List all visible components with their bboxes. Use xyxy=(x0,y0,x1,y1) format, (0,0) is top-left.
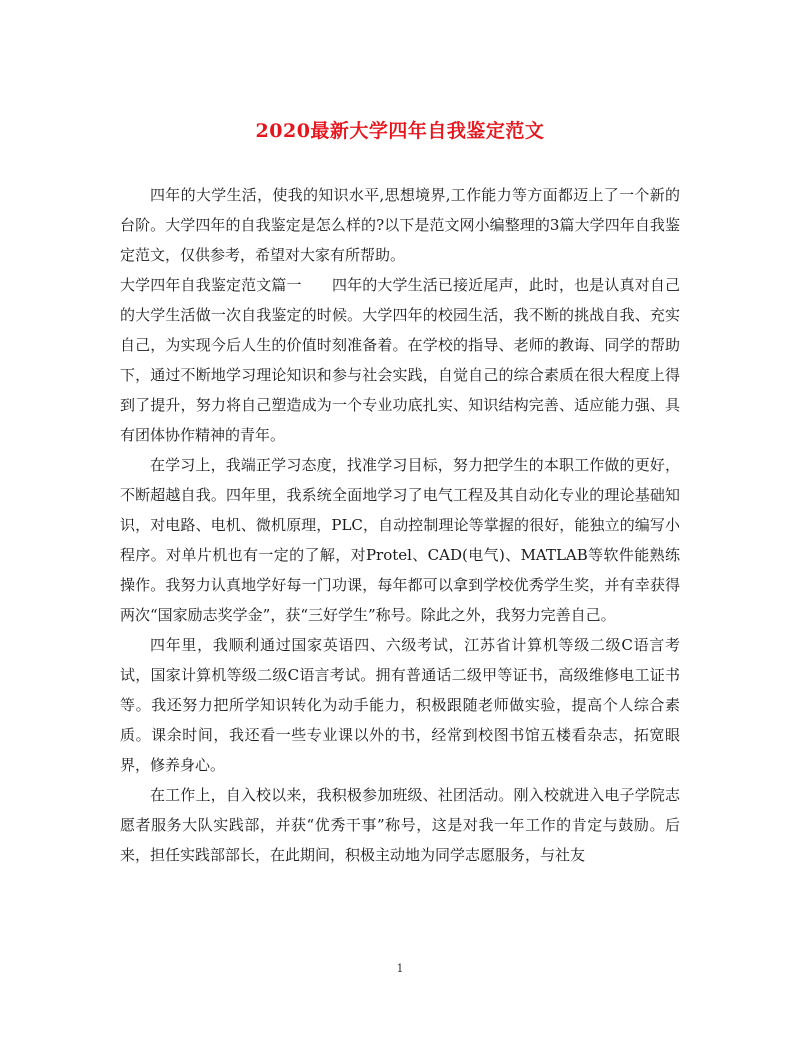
paragraph-certificates: 四年里，我顺利通过国家英语四、六级考试，江苏省计算机等级二级C语言考试，国家计算机等级二级C语言考试。拥有普通话二级甲等证书，高级维修电工证书等。我还努力把所学知识转化为动手能力，积极跟随老师做实验，提高个人综合素质。课余时间，我还看一些专业课以外的书，经常到校图书馆五楼看杂志，拓宽眼界，修养身心。 xyxy=(120,636,680,774)
paragraph-study: 在学习上，我端正学习态度，找准学习目标，努力把学生的本职工作做的更好，不断超越自我。四年里，我系统全面地学习了电气工程及其自动化专业的理论基础知识，对电路、电机、微机原理，PLC，自动控制理论等掌握的很好，能独立的编写小程序。对单片机也有一定的了解，对Protel、CAD(电气)、MATLAB等软件能熟练操作。我努力认真地学好每一门功课，每年都可以拿到学校优秀学生奖，并有幸获得两次“国家励志奖学金”，获“三好学生”称号。除此之外，我努力完善自己。 xyxy=(120,456,680,624)
paragraph-work: 在工作上，自入校以来，我积极参加班级、社团活动。刚入校就进入电子学院志愿者服务大队实践部，并获“优秀干事”称号，这是对我一年工作的肯定与鼓励。后来，担任实践部部长，在此期间，积极主动地为同学志愿服务，与社友 xyxy=(120,786,680,864)
paragraph-part-one: 大学四年自我鉴定范文篇一 四年的大学生活已接近尾声，此时，也是认真对自己的大学生活做一次自我鉴定的时候。大学四年的校园生活，我不断的挑战自我、充实自己，为实现今后人生的价值时刻准备着。在学校的指导、老师的教诲、同学的帮助下，通过不断地学习理论知识和参与社会实践，自觉自己的综合素质在很大程度上得到了提升，努力将自己塑造成为一个专业功底扎实、知识结构完善、适应能力强、具有团体协作精神的青年。 xyxy=(120,276,680,444)
document-title: 2020最新大学四年自我鉴定范文 xyxy=(255,120,545,142)
document-body xyxy=(120,180,680,870)
paragraph-intro: 四年的大学生活，使我的知识水平,思想境界,工作能力等方面都迈上了一个新的台阶。大学四年的自我鉴定是怎么样的?以下是范文网小编整理的3篇大学四年自我鉴定范文，仅供参考，希望对大家有所帮助。 xyxy=(120,186,680,264)
page-number: 1 xyxy=(396,962,404,975)
